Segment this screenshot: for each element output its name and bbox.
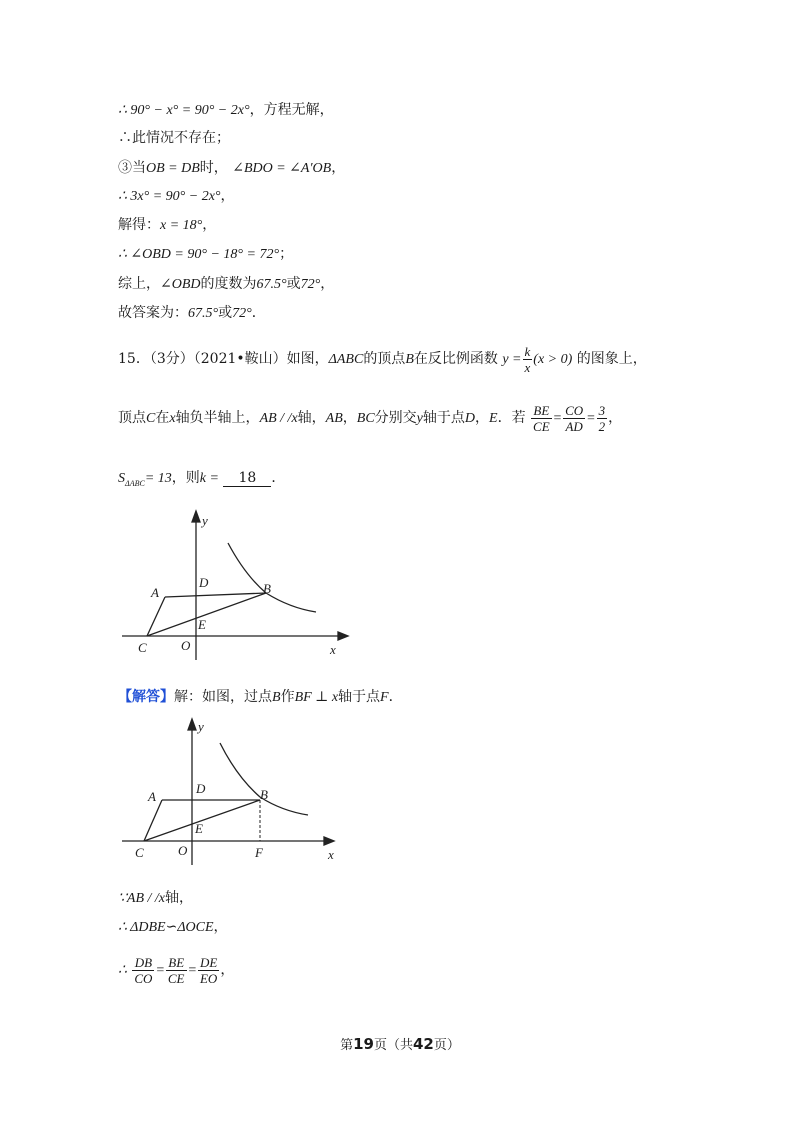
- text: ．: [388, 689, 403, 705]
- fraction-denominator: AD: [565, 418, 583, 434]
- text: 轴负半轴上，: [175, 410, 260, 426]
- math: 72°: [300, 277, 321, 292]
- area-value: = 13: [144, 471, 172, 486]
- line-ratios: [118, 950, 234, 991]
- text: 分别交: [374, 410, 417, 426]
- figure-1-svg: [120, 505, 360, 665]
- text: ③当: [118, 160, 146, 176]
- footer-text: 页（共: [373, 1038, 413, 1053]
- answer-blank: 18: [223, 470, 271, 487]
- segment-cb: [147, 593, 266, 636]
- segment-ab: AB: [325, 411, 343, 426]
- text: ，: [475, 410, 490, 426]
- text: ，: [342, 410, 357, 426]
- figure-2-svg: [120, 715, 360, 870]
- line-final-answer: [118, 303, 266, 324]
- text: 轴于点: [338, 689, 381, 705]
- figure-1: [120, 505, 360, 665]
- segment-ab: [165, 593, 266, 597]
- page-number: 19: [353, 1035, 374, 1053]
- solution-line: [118, 687, 403, 708]
- fraction-denominator: CE: [167, 970, 185, 986]
- problem-number: 15．: [118, 351, 150, 367]
- text: 轴于点: [422, 410, 465, 426]
- line-case-not-exist: [118, 128, 230, 148]
- text: ．若: [497, 410, 526, 426]
- label-e: E: [198, 617, 206, 632]
- text: 的顶点: [363, 351, 406, 367]
- problem-15-line-2: [118, 398, 622, 439]
- text: 或: [218, 305, 233, 321]
- fraction-numerator: BE: [166, 955, 187, 971]
- hyperbola-curve: [220, 743, 308, 815]
- math: x = 18°: [160, 218, 203, 233]
- label-b: B: [263, 581, 271, 596]
- fraction-numerator: k: [524, 343, 531, 359]
- point-d: D: [464, 411, 476, 426]
- text: 时，: [199, 160, 228, 176]
- line-angle-result: [118, 244, 293, 265]
- label-e: E: [195, 821, 203, 836]
- segment-ac: [144, 800, 162, 841]
- x-var: x: [169, 411, 176, 426]
- therefore: ∴: [118, 963, 127, 978]
- label-x: x: [330, 642, 336, 657]
- fraction-numerator: DE: [199, 954, 218, 970]
- function-fraction: [523, 344, 533, 375]
- ratio-db-co: [132, 955, 154, 986]
- math: OB = DB: [146, 161, 200, 176]
- text: 顶点: [118, 410, 146, 426]
- label-y: y: [202, 513, 208, 528]
- line-similar: [118, 917, 228, 938]
- line-parallel: [118, 888, 193, 909]
- line-equation-no-solution: [118, 100, 334, 121]
- text: ，: [213, 919, 228, 935]
- point-b: B: [405, 352, 414, 367]
- text: ，: [202, 217, 217, 233]
- area-symbol: S: [118, 471, 125, 486]
- math: ∵AB / /x: [118, 891, 166, 906]
- label-x: x: [328, 847, 334, 862]
- text: ∴此情况不存在；: [118, 130, 230, 146]
- fraction-denominator: CO: [134, 970, 153, 986]
- y-axis-arrow: [192, 511, 200, 522]
- line-solve: [118, 215, 216, 236]
- math: ∴ ∠OBD = 90° − 18° = 72°: [118, 247, 280, 262]
- y-var: y: [416, 411, 423, 426]
- triangle-symbol: ΔABC: [328, 352, 364, 367]
- ratio-be-ce: [166, 955, 187, 986]
- text: 轴，: [297, 410, 326, 426]
- fraction-denominator: 2: [598, 418, 606, 434]
- footer-text: 第: [340, 1038, 354, 1053]
- equals: =: [586, 411, 596, 426]
- point-f: F: [380, 690, 389, 705]
- bf-perp: BF ⊥ x: [294, 690, 339, 705]
- solution-tag: 【解答】: [118, 689, 174, 705]
- line-summary: [118, 274, 334, 295]
- segment-bc: BC: [356, 411, 375, 426]
- text: ．: [271, 470, 286, 486]
- math: ∴ ΔDBE∽ΔOCE: [118, 920, 214, 935]
- math: 67.5°: [188, 306, 219, 321]
- point-e: E: [489, 411, 498, 426]
- text: ，: [320, 276, 335, 292]
- y-axis-arrow: [188, 719, 196, 730]
- text: 的度数为: [200, 276, 257, 292]
- text: ，则: [171, 470, 200, 486]
- ab-parallel: AB / /x: [259, 411, 298, 426]
- ratio-co-ad: [563, 403, 585, 434]
- fraction-denominator: EO: [199, 970, 218, 986]
- text: 的图象上，: [576, 351, 647, 367]
- text: 作: [280, 689, 295, 705]
- label-a: A: [151, 585, 159, 600]
- fraction-numerator: BE: [531, 403, 552, 419]
- math: 67.5°: [256, 277, 287, 292]
- label-o: O: [178, 843, 188, 858]
- text: 解：如图，过点: [174, 689, 272, 705]
- text: 在反比例函数: [413, 351, 498, 367]
- label-c: C: [138, 640, 147, 655]
- text: 在: [155, 410, 170, 426]
- text: ，: [220, 188, 235, 204]
- fraction-numerator: 3: [598, 402, 606, 418]
- function-lhs: y =: [502, 352, 522, 367]
- fraction-denominator: CE: [533, 418, 550, 434]
- text: ．: [251, 305, 266, 321]
- math: ∠OBD: [160, 277, 201, 292]
- fraction-numerator: CO: [565, 402, 584, 418]
- math: 72°: [232, 306, 252, 321]
- label-o: O: [181, 638, 191, 653]
- label-a: A: [148, 789, 156, 804]
- line-equation: [118, 186, 235, 207]
- area-subscript: ΔABC: [125, 478, 145, 488]
- problem-score: （3分）: [149, 351, 194, 367]
- math: ∠BDO = ∠A′OB: [232, 161, 332, 176]
- problem-source: （2021•鞍山）如图，: [193, 351, 329, 367]
- text: 轴，: [165, 890, 194, 906]
- figure-2: [120, 715, 360, 870]
- label-d: D: [199, 575, 209, 590]
- k-equals: k =: [199, 471, 219, 486]
- text: 综上，: [118, 276, 160, 292]
- text: 解得：: [118, 217, 160, 233]
- label-d: D: [196, 781, 206, 796]
- label-f: F: [255, 845, 263, 860]
- fraction-denominator: x: [524, 359, 531, 375]
- text: ，: [331, 160, 346, 176]
- line-case-three: [118, 158, 345, 179]
- text: 或: [286, 276, 301, 292]
- label-y: y: [198, 719, 204, 734]
- x-axis-arrow: [338, 632, 348, 640]
- math: ∴ 90° − x° = 90° − 2x°: [118, 103, 250, 118]
- math: ∴ 3x° = 90° − 2x°: [118, 189, 221, 204]
- problem-15-line-1: [118, 340, 647, 379]
- text: ；: [279, 246, 294, 262]
- footer-text: 页）: [433, 1038, 460, 1053]
- function-condition: (x > 0): [533, 352, 573, 367]
- text: 故答案为：: [118, 305, 188, 321]
- problem-15-line-3: [118, 468, 285, 494]
- ratio-be-ce: [531, 403, 552, 434]
- fraction-numerator: DB: [132, 955, 154, 971]
- text: ，方程无解，: [249, 102, 334, 118]
- label-c: C: [135, 845, 144, 860]
- text: ，: [608, 410, 623, 426]
- equals: =: [187, 963, 197, 978]
- equals: =: [155, 963, 165, 978]
- x-axis-arrow: [324, 837, 334, 845]
- page-footer: [0, 1034, 800, 1053]
- point-b: B: [272, 690, 281, 705]
- equals: =: [552, 411, 563, 426]
- text: ，: [220, 962, 235, 978]
- point-c: C: [146, 411, 156, 426]
- ratio-de-eo: [198, 955, 219, 986]
- total-pages: 42: [413, 1035, 434, 1053]
- ratio-three-halves: [597, 403, 608, 434]
- label-b: B: [260, 787, 268, 802]
